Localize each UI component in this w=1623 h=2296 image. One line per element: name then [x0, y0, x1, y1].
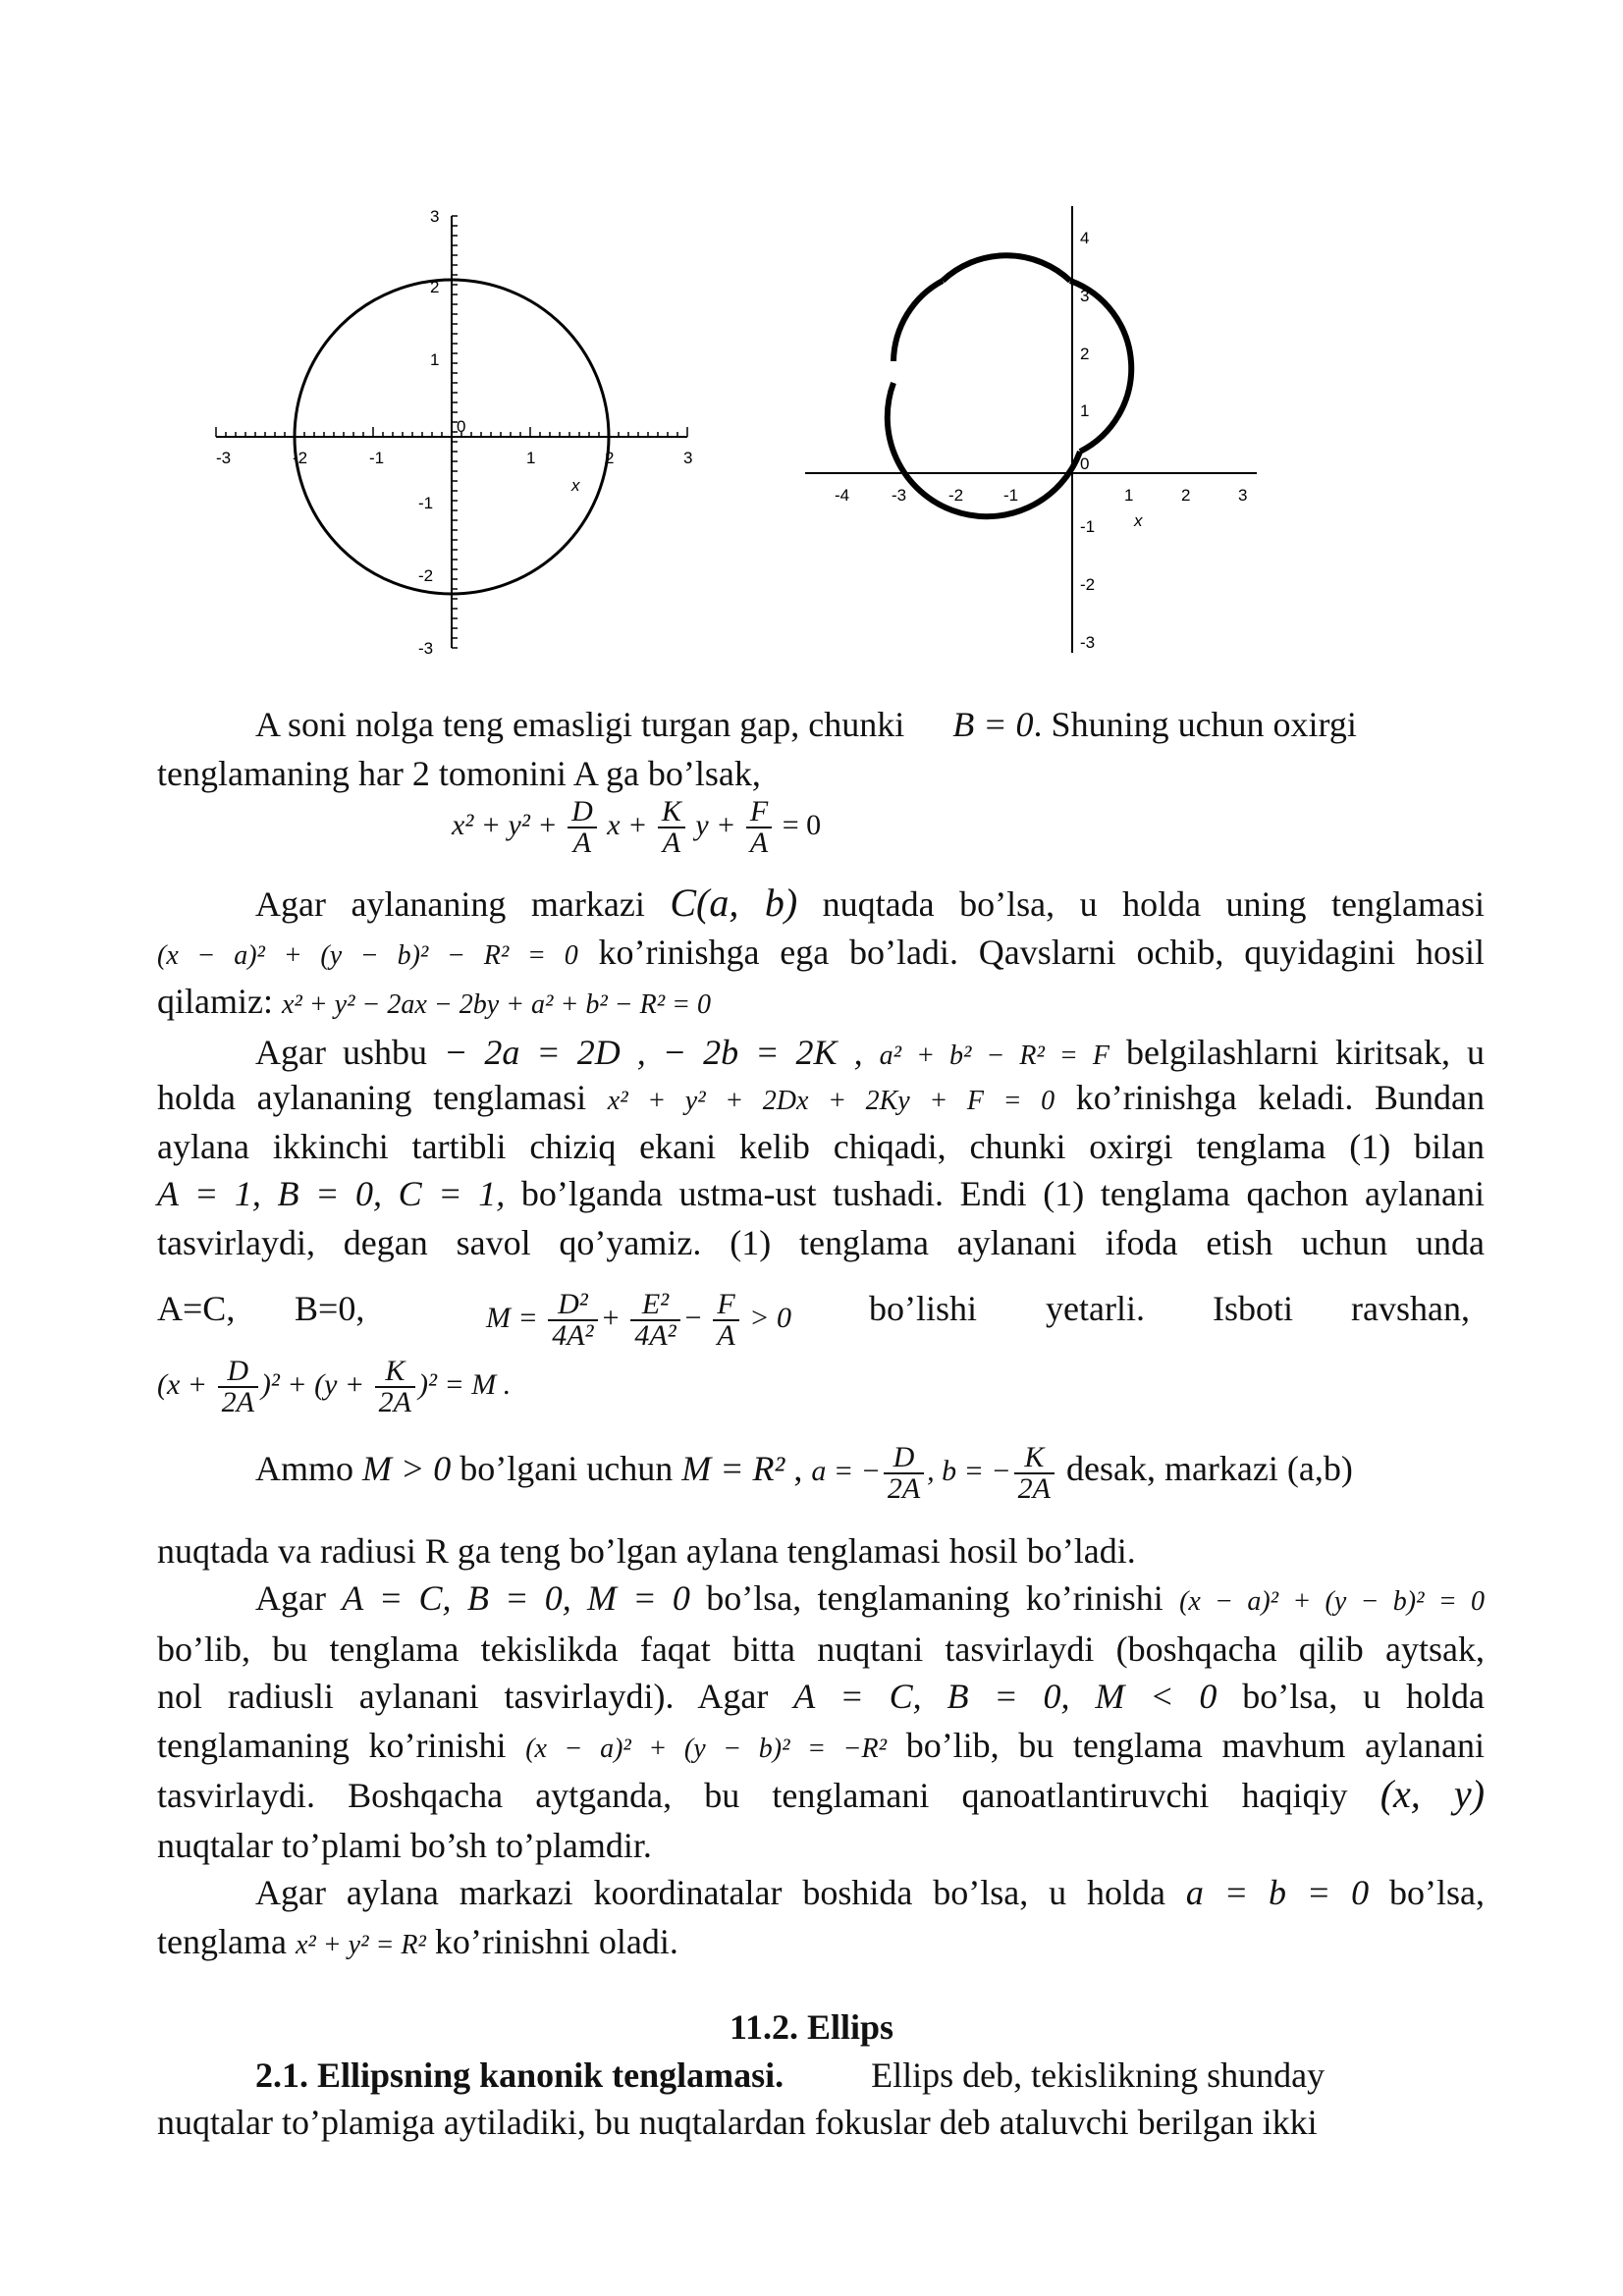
- x-tick: 2: [1181, 486, 1191, 505]
- text-line: qilamiz: x² + y² − 2ax − 2by + a² + b² − R² = 0: [157, 982, 712, 1021]
- text-line: tenglamaning har 2 tomonini A ga bo’lsak,: [157, 754, 761, 793]
- x-tick: 3: [1238, 486, 1248, 505]
- plot-right: [795, 196, 1267, 667]
- text-line: nuqtada va radiusi R ga teng bo’lgan aylana tenglamasi hosil bo’ladi.: [157, 1531, 1136, 1571]
- x-tick: -1: [1003, 486, 1019, 505]
- x-axis-label: x: [1134, 511, 1143, 530]
- text-line: Agar aylananing markazi C(a, b) nuqtada bo’lsa, u holda uning tenglamasi: [255, 881, 1486, 925]
- text-line: Agar aylana markazi koordinatalar boshida bo’lsa, u holda a = b = 0 bo’lsa,: [255, 1873, 1486, 1912]
- y-tick: 2: [1080, 345, 1090, 363]
- text-line: nuqtalar to’plami bo’sh to’plamdir.: [157, 1826, 652, 1865]
- y-tick: 2: [430, 278, 440, 296]
- text-line: tenglamaning ko’rinishi (x − a)² + (y − b)² = −R² bo’lib, bu tenglama mavhum aylanani: [157, 1726, 1486, 1765]
- x-tick: -2: [948, 486, 964, 505]
- text-line: nuqtalar to’plamiga aytiladiki, bu nuqtalardan fokuslar deb ataluvchi berilgan ikki: [157, 2103, 1318, 2142]
- text-line: tasvirlaydi. Boshqacha aytganda, bu tenglamani qanoatlantiruvchi haqiqiy (x, y): [157, 1772, 1486, 1816]
- text-line: A=C, B=0, M = $\frac{\text{D²}}{\text{4A²}}$ + $\frac{\text{E²}}{\text{4A²}}$ − $\frac{F}{A}$ > 0 bo’lishi yetarli. Isboti ravshan,: [157, 1288, 1470, 1352]
- y-tick: -1: [418, 494, 434, 512]
- x-tick: -3: [892, 486, 907, 505]
- y-tick: -3: [418, 639, 434, 658]
- subsection-heading: 2.1. Ellipsning kanonik tenglamasi.: [255, 2056, 784, 2095]
- text-line: Ammo M > 0 bo’lgani uchun M = R² , a = − $\frac{D}{2A}$ , b = − $\frac{K}{2A}$ desak, markazi (a,b): [255, 1441, 1353, 1505]
- x-tick: 1: [1124, 486, 1134, 505]
- text-line: Agar ushbu − 2a = 2D , − 2b = 2K , a² + b² − R² = F belgilashlarni kiritsak, u: [255, 1033, 1486, 1072]
- y-tick: 3: [430, 207, 440, 226]
- text-line: 2.1. Ellipsning kanonik tenglamasi. Ellips deb, tekislikning shunday: [255, 2056, 1325, 2095]
- x-tick: 3: [683, 449, 693, 467]
- x-tick: -4: [835, 486, 850, 505]
- text-line: Agar A = C, B = 0, M = 0 bo’lsa, tenglamaning ko’rinishi (x − a)² + (y − b)² = 0: [255, 1578, 1486, 1618]
- y-tick: -2: [418, 566, 434, 585]
- section-heading: 11.2. Ellips: [729, 2007, 894, 2047]
- y-tick: 4: [1080, 229, 1090, 247]
- x-tick: 1: [526, 449, 536, 467]
- equation-1: x² + y² + $\frac{D}{A}$ x + $\frac{K}{A}$ y + $\frac{F}{A}$ = 0: [452, 795, 822, 859]
- y-tick: 1: [1080, 401, 1090, 420]
- text-line: aylana ikkinchi tartibli chiziq ekani kelib chiqadi, chunki oxirgi tenglama (1) bilan: [157, 1127, 1485, 1166]
- plot-left: [196, 196, 727, 667]
- x-tick: 0: [457, 417, 466, 436]
- x-tick: -3: [216, 449, 232, 467]
- x-tick: -2: [293, 449, 308, 467]
- x-tick: 2: [605, 449, 615, 467]
- text-line: A soni nolga teng emasligi turgan gap, chunki B = 0. Shuning uchun oxirgi: [255, 705, 1357, 744]
- circle-arc-top-left: [943, 255, 1070, 281]
- y-tick: -1: [1080, 517, 1096, 536]
- y-tick: -2: [1080, 575, 1096, 594]
- text-line: holda aylananing tenglamasi x² + y² + 2Dx + 2Ky + F = 0 ko’rinishga keladi. Bundan: [157, 1078, 1485, 1117]
- y-tick: -3: [1080, 633, 1096, 652]
- x-tick: -1: [369, 449, 385, 467]
- text-line: (x − a)² + (y − b)² − R² = 0 ko’rinishga ega bo’ladi. Qavslarni ochib, quyidagini hosil: [157, 933, 1485, 972]
- y-tick: 1: [430, 350, 440, 369]
- circle-arc-left: [893, 281, 943, 361]
- text-line: A = 1, B = 0, C = 1, bo’lganda ustma-ust tushadi. Endi (1) tenglama qachon aylanani: [157, 1174, 1485, 1213]
- text-line: tasvirlaydi, degan savol qo’yamiz. (1) tenglama aylanani ifoda etish uchun unda: [157, 1223, 1485, 1262]
- circle-arc-bottom: [888, 383, 1080, 516]
- equation-2: (x + $\frac{D}{2A}$ )² + (y + $\frac{K}{2A}$ )² = M .: [157, 1355, 512, 1418]
- text-line: nol radiusli aylanani tasvirlaydi). Agar A = C, B = 0, M < 0 bo’lsa, u holda: [157, 1677, 1485, 1716]
- x-tick: 0: [1080, 454, 1090, 473]
- text-line: tenglama x² + y² = R² ko’rinishni oladi.: [157, 1922, 678, 1961]
- y-tick: 3: [1080, 287, 1090, 305]
- text-line: bo’lib, bu tenglama tekislikda faqat bitta nuqtani tasvirlaydi (boshqacha qilib aytsak,: [157, 1629, 1485, 1669]
- circle-arc-right: [1070, 281, 1131, 452]
- x-axis-label: x: [571, 476, 580, 495]
